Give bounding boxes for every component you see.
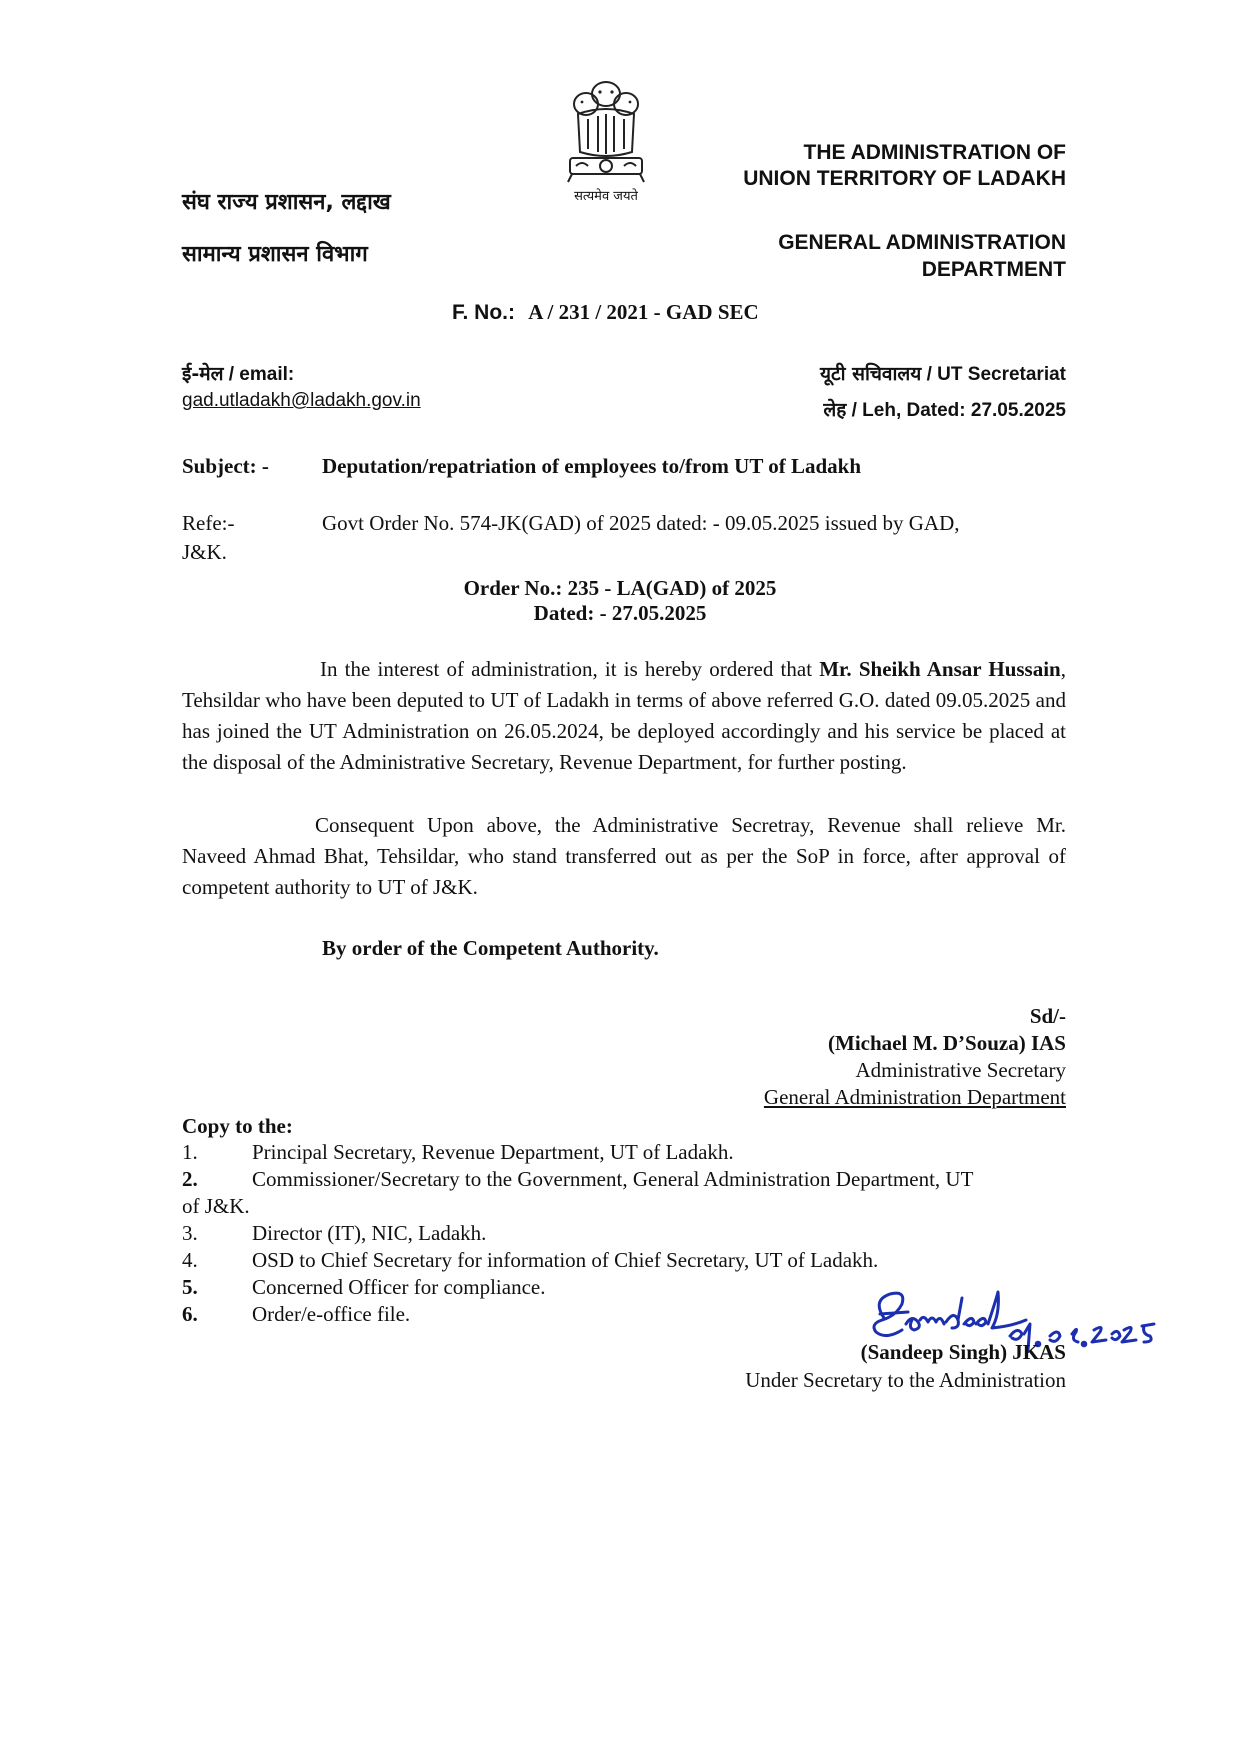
list-item-number: 1. bbox=[182, 1140, 198, 1164]
list-item-continuation bbox=[182, 1192, 1066, 1220]
file-number-label: F. No.: bbox=[452, 301, 515, 324]
email-label-english: / email: bbox=[223, 364, 295, 385]
email-link[interactable]: gad.utladakh@ladakh.gov.in bbox=[182, 390, 421, 411]
org-name-line2: UNION TERRITORY OF LADAKH bbox=[743, 167, 1066, 190]
list-item-text: Commissioner/Secretary to the Government, General Administration Department, UT bbox=[252, 1167, 974, 1191]
list-item-number: 2. bbox=[182, 1167, 198, 1191]
list-item-number: 6. bbox=[182, 1302, 198, 1326]
dept-name-line1: GENERAL ADMINISTRATION bbox=[778, 231, 1066, 254]
list-item-text: Principal Secretary, Revenue Department, UT of Ladakh. bbox=[252, 1140, 734, 1164]
list-item-text: OSD to Chief Secretary for information of Chief Secretary, UT of Ladakh. bbox=[252, 1248, 879, 1272]
list-item-number: 3. bbox=[182, 1221, 198, 1245]
list-item-continuation-text: of J&K. bbox=[182, 1194, 250, 1218]
secretariat bbox=[820, 360, 1066, 386]
body-paragraph-1 bbox=[182, 654, 1066, 778]
file-number bbox=[452, 300, 759, 325]
p1-officer-name: Mr. Sheikh Ansar Hussain bbox=[819, 657, 1061, 681]
dept-name-line2: DEPARTMENT bbox=[921, 258, 1066, 281]
secretariat-hindi: यूटी सचिवालय bbox=[819, 363, 922, 385]
emblem-motto: सत्यमेव जयते bbox=[574, 189, 638, 204]
body-paragraph-2: Consequent Upon above, the Administrative Secretray, Revenue shall relieve Mr. Naveed Ahmad Bhat, Tehsildar, who stand transferred out as per the SoP in force, after approval of competent authority to UT of J&K. bbox=[182, 813, 1066, 899]
subject-text: Deputation/repatriation of employees to/from UT of Ladakh bbox=[322, 454, 861, 478]
place-date bbox=[823, 396, 1066, 422]
order-date: Dated: - 27.05.2025 bbox=[533, 601, 707, 625]
p1-start: In the interest of administration, it is hereby ordered that bbox=[320, 657, 820, 681]
hindi-org-name: संघ राज्य प्रशासन, लद्दाख bbox=[182, 190, 391, 215]
list-item-number: 4. bbox=[182, 1248, 198, 1272]
signatory-title: Administrative Secretary bbox=[855, 1058, 1066, 1082]
under-secretary-title: Under Secretary to the Administration bbox=[745, 1368, 1066, 1392]
place-hindi: लेह bbox=[823, 399, 847, 421]
place-date-english: / Leh, Dated: 27.05.2025 bbox=[846, 400, 1066, 421]
copy-to-heading: Copy to the: bbox=[182, 1114, 293, 1138]
signatory-name: (Michael M. D’Souza) IAS bbox=[828, 1031, 1066, 1055]
p1-rest: , Tehsildar who have been deputed to UT of Ladakh in terms of above referred G.O. dated 09.05.2025 and has joined the UT Administration on 26.05.2024, be deployed accordingly and his service be placed at the disposal of the Administrative Secretary, Revenue Department, for further posting. bbox=[182, 657, 1066, 774]
signatory-dept: General Administration Department bbox=[763, 1085, 1066, 1109]
email-label-hindi: ई-मेल bbox=[182, 363, 224, 385]
secretariat-english: / UT Secretariat bbox=[921, 364, 1066, 385]
order-number: Order No.: 235 - LA(GAD) of 2025 bbox=[463, 576, 777, 600]
subject-label: Subject: - bbox=[182, 454, 269, 478]
email-label bbox=[182, 360, 294, 386]
hindi-dept-name: सामान्य प्रशासन विभाग bbox=[182, 242, 368, 267]
list-item-text: Concerned Officer for compliance. bbox=[252, 1275, 546, 1299]
under-secretary-name: (Sandeep Singh) JKAS bbox=[860, 1340, 1066, 1364]
reference-continuation: J&K. bbox=[182, 540, 227, 564]
authority-line: By order of the Competent Authority. bbox=[322, 936, 659, 960]
list-item-text: Director (IT), NIC, Ladakh. bbox=[252, 1221, 487, 1245]
list-item-text: Order/e-office file. bbox=[252, 1302, 411, 1326]
reference-label: Refe:- bbox=[182, 511, 235, 535]
signed-mark: Sd/- bbox=[1029, 1004, 1066, 1028]
file-number-value: A / 231 / 2021 - GAD SEC bbox=[528, 300, 759, 324]
reference-text: Govt Order No. 574-JK(GAD) of 2025 dated: - 09.05.2025 issued by GAD, bbox=[322, 511, 960, 535]
org-name-line1: THE ADMINISTRATION OF bbox=[803, 141, 1066, 164]
list-item-number: 5. bbox=[182, 1275, 198, 1299]
